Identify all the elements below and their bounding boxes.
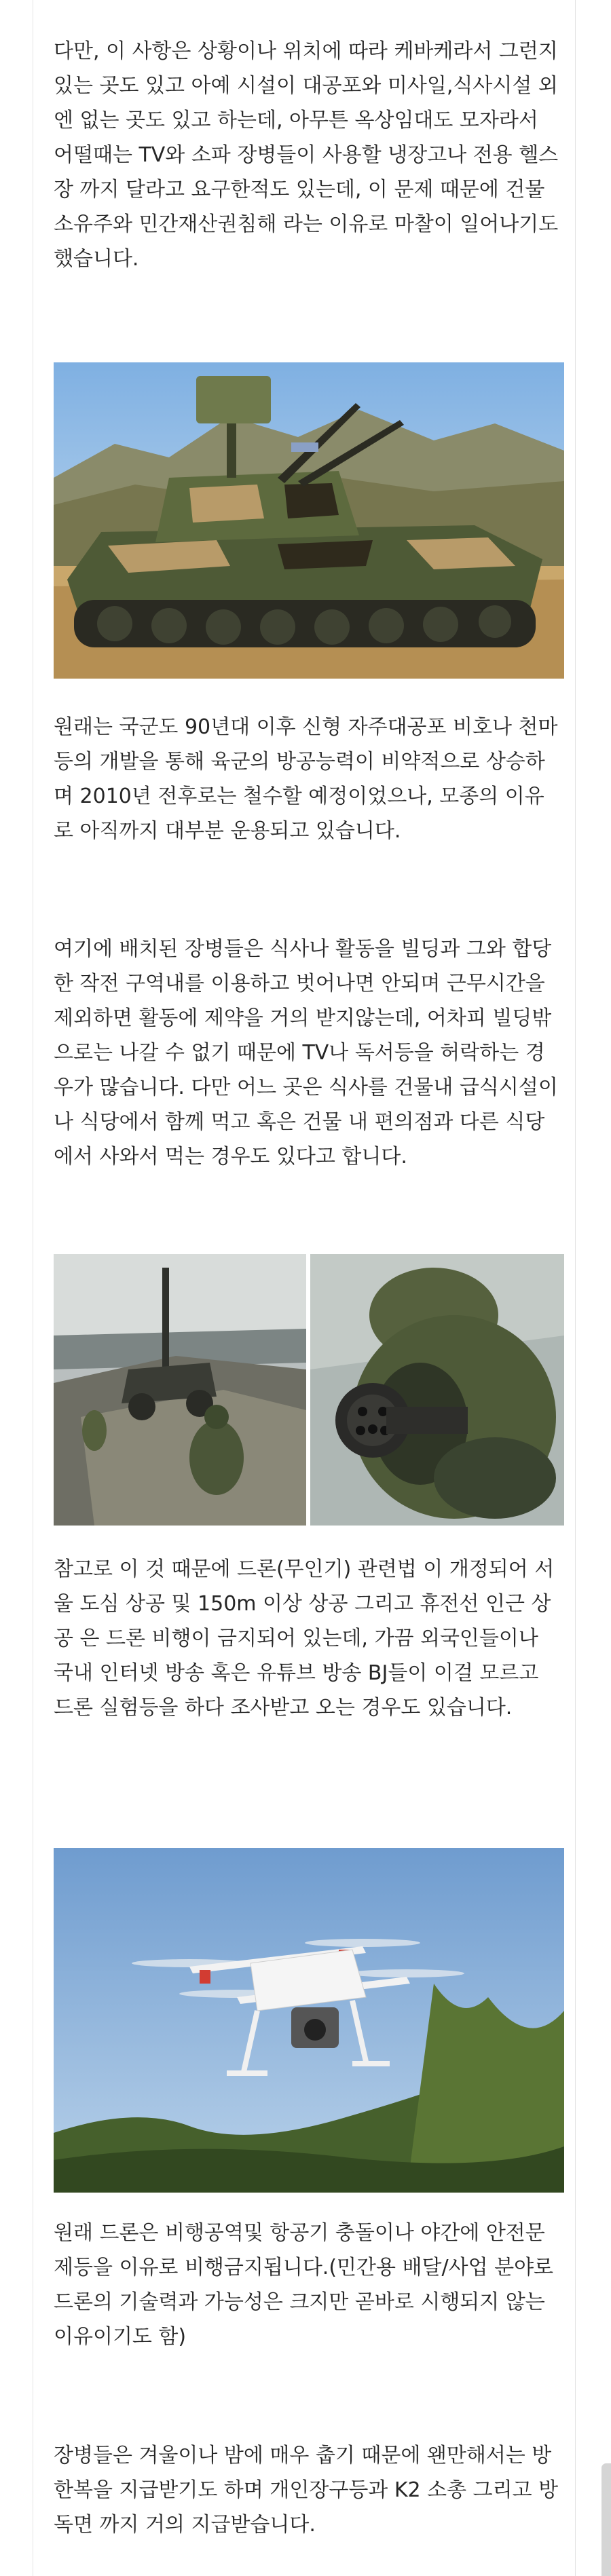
tank-photo-svg [54,362,564,679]
rooftop-air-defense-photo [54,1254,564,1526]
paragraph-1: 다만, 이 사항은 상황이나 위치에 따라 케바케라서 그런지 있는 곳도 있고 아예 시설이 대공포와 미사일,식사시설 외엔 없는 곳도 있고 하는데, 아무튼 옥상임대도 모자라서 어떨때는 TV와 소파 장병들이 사용할 냉장고나 전용 헬스장 까지 달라고 요구한적도 있는데, 이 문제 때문에 건물소유주와 민간재산권침해 라는 이유로 마찰이 일어나기도 했습니다. [54,39,559,271]
drone-photo-svg [54,1848,564,2193]
paragraph-4: 참고로 이 것 때문에 드론(무인기) 관련법 이 개정되어 서울 도심 상공 및 150m 이상 상공 그리고 휴전선 인근 상공 은 드론 비행이 금지되어 있는데, 가끔 외국인들이나 국내 인터넷 방송 혹은 유튜브 방송 BJ들이 이걸 모르고 드론 실험등을 하다 조사받고 오는 경우도 있습니다. [54,1557,555,1720]
drone-photo [54,1848,564,2193]
article-column [33,0,576,2576]
paragraph-5: 원래 드론은 비행공역및 항공기 충돌이나 야간에 안전문제등을 이유로 비행금지됩니다.(민간용 배달/사업 분야로 드론의 기술력과 가능성은 크지만 곧바로 시행되지 않는 이유이기도 함) [54,2221,554,2349]
paragraph-6: 장병들은 겨울이나 밤에 매우 춥기 때문에 왠만해서는 방한복을 지급받기도 하며 개인장구등과 K2 소총 그리고 방독면 까지 거의 지급받습니다. [54,2444,559,2537]
paragraph-3: 여기에 배치된 장병들은 식사나 활동을 빌딩과 그와 합당한 작전 구역내를 이용하고 벗어나면 안되며 근무시간을 제외하면 활동에 제약을 거의 받지않는데, 어차피 빌딩밖으로는 나갈 수 없기 때문에 TV나 독서등을 허락하는 경우가 많습니다. 다만 어느 곳은 식사를 건물내 급식시설이나 식당에서 함께 먹고 혹은 건물 내 편의점과 다른 식당에서 사와서 먹는 경우도 있다고 합니다. [54,937,558,1169]
paragraph-2: 원래는 국군도 90년대 이후 신형 자주대공포 비호나 천마 등의 개발을 통해 육군의 방공능력이 비약적으로 상승하며 2010년 전후로는 철수할 예정이었으나, 모종의 이유로 아직까지 대부분 운용되고 있습니다. [54,715,558,843]
rooftop-photos-svg [54,1254,564,1526]
anti-aircraft-tank-photo [54,362,564,679]
scrollbar-thumb[interactable] [601,2463,611,2576]
